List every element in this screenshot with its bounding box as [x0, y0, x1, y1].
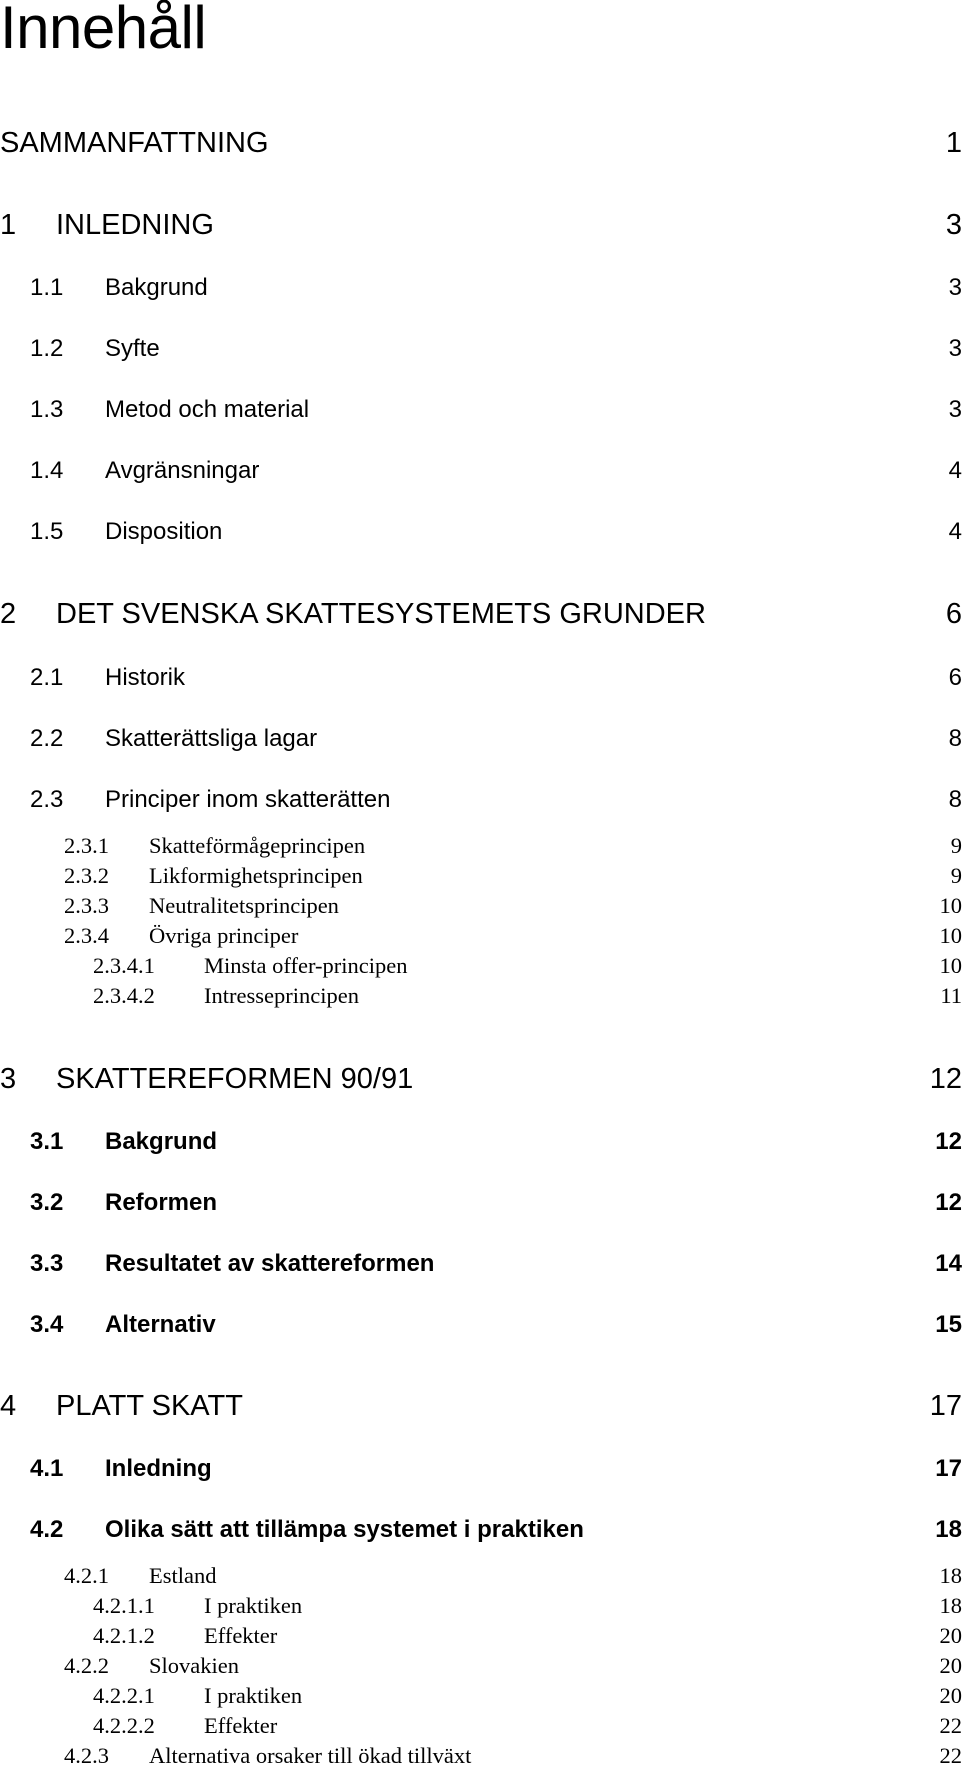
toc-entry-title: SKATTEREFORMEN 90/91 — [56, 1059, 413, 1099]
toc-entry-chapter-1[interactable] — [0, 205, 962, 245]
toc-entry-title: Alternativa orsaker till ökad tillväxt — [149, 1741, 471, 1771]
toc-entry-number: 2.3.4.1 — [93, 951, 155, 981]
toc-entry-title: I praktiken — [204, 1591, 302, 1621]
toc-entry-section-1-4[interactable] — [0, 451, 962, 491]
toc-entry-number: 1.3 — [30, 390, 63, 430]
toc-page-number: 10 — [940, 891, 962, 921]
toc-entry-section-3-3[interactable] — [0, 1244, 962, 1284]
toc-page-number: 15 — [935, 1305, 962, 1345]
toc-entry-title: Olika sätt att tillämpa systemet i praktiken — [105, 1510, 584, 1550]
toc-entry-number: 2 — [0, 594, 16, 634]
toc-entry-section-4-1[interactable] — [0, 1449, 962, 1489]
toc-entry-section-4-2[interactable] — [0, 1510, 962, 1550]
toc-page-number: 8 — [949, 780, 962, 820]
toc-page-number: 8 — [949, 719, 962, 759]
toc-entry-title: Syfte — [105, 329, 160, 369]
toc-entry-title: Principer inom skatterätten — [105, 780, 390, 820]
toc-page-number: 3 — [946, 205, 962, 245]
toc-page-number: 18 — [940, 1561, 962, 1591]
toc-entry-section-1-2[interactable] — [0, 329, 962, 369]
toc-entry-title: Disposition — [105, 512, 222, 552]
toc-entry-title: Slovakien — [149, 1651, 239, 1681]
toc-entry-number: 3.1 — [30, 1122, 63, 1162]
toc-entry-number: 2.1 — [30, 658, 63, 698]
toc-page-number: 3 — [949, 268, 962, 308]
toc-entry-section-1-1[interactable] — [0, 268, 962, 308]
toc-entry-sammanfattning[interactable] — [0, 123, 962, 163]
toc-entry-number: 3.2 — [30, 1183, 63, 1223]
toc-entry-title: Skatterättsliga lagar — [105, 719, 317, 759]
toc-page-number: 10 — [940, 921, 962, 951]
toc-entry-title: Övriga principer — [149, 921, 298, 951]
toc-entry-section-3-4[interactable] — [0, 1305, 962, 1345]
toc-entry-title: SAMMANFATTNING — [0, 123, 269, 163]
toc-entry-title: Historik — [105, 658, 185, 698]
toc-entry-subsection-4-2-3[interactable] — [0, 1741, 962, 1781]
toc-entry-number: 4.2 — [30, 1510, 63, 1550]
toc-entry-number: 1.1 — [30, 268, 63, 308]
toc-page-number: 22 — [940, 1741, 962, 1771]
toc-page-number: 9 — [951, 831, 962, 861]
toc-page-number: 3 — [949, 329, 962, 369]
toc-entry-number: 3.4 — [30, 1305, 63, 1345]
toc-entry-title: Estland — [149, 1561, 217, 1591]
toc-entry-title: Reformen — [105, 1183, 217, 1223]
toc-page-number: 9 — [951, 861, 962, 891]
toc-page-number: 17 — [935, 1449, 962, 1489]
toc-entry-title: Alternativ — [105, 1305, 216, 1345]
toc-entry-title: Bakgrund — [105, 268, 208, 308]
toc-page-number: 18 — [935, 1510, 962, 1550]
toc-page-number: 1 — [946, 123, 962, 163]
toc-entry-title: Likformighetsprincipen — [149, 861, 363, 891]
toc-entry-number: 4.2.1.1 — [93, 1591, 155, 1621]
toc-entry-number: 4.2.3 — [64, 1741, 109, 1771]
toc-entry-number: 1.5 — [30, 512, 63, 552]
toc-entry-number: 2.3.1 — [64, 831, 109, 861]
toc-page-number: 20 — [940, 1651, 962, 1681]
toc-entry-number: 4.2.1.2 — [93, 1621, 155, 1651]
toc-page-number: 12 — [935, 1183, 962, 1223]
toc-entry-number: 4.2.2 — [64, 1651, 109, 1681]
toc-entry-number: 1 — [0, 205, 16, 245]
toc-entry-title: DET SVENSKA SKATTESYSTEMETS GRUNDER — [56, 594, 706, 634]
toc-page-number: 20 — [940, 1681, 962, 1711]
toc-entry-title: INLEDNING — [56, 205, 214, 245]
toc-page-number: 4 — [949, 451, 962, 491]
toc-page-number: 14 — [935, 1244, 962, 1284]
toc-entry-section-3-2[interactable] — [0, 1183, 962, 1223]
toc-entry-number: 1.2 — [30, 329, 63, 369]
toc-page-number: 4 — [949, 512, 962, 552]
toc-entry-number: 2.3.3 — [64, 891, 109, 921]
toc-entry-title: Intresseprincipen — [204, 981, 359, 1011]
toc-entry-section-3-1[interactable] — [0, 1122, 962, 1162]
toc-entry-chapter-3[interactable] — [0, 1059, 962, 1099]
toc-entry-title: Minsta offer-principen — [204, 951, 407, 981]
toc-entry-number: 4.1 — [30, 1449, 63, 1489]
toc-entry-chapter-4[interactable] — [0, 1386, 962, 1426]
toc-entry-number: 4.2.2.2 — [93, 1711, 155, 1741]
toc-entry-title: Skatteförmågeprincipen — [149, 831, 365, 861]
toc-entry-chapter-2[interactable] — [0, 594, 962, 634]
toc-page-number: 6 — [946, 594, 962, 634]
toc-entry-number: 2.3.4 — [64, 921, 109, 951]
toc-entry-number: 2.3 — [30, 780, 63, 820]
toc-entry-title: PLATT SKATT — [56, 1386, 243, 1426]
toc-entry-title: Avgränsningar — [105, 451, 259, 491]
toc-entry-title: Inledning — [105, 1449, 212, 1489]
toc-entry-number: 2.3.4.2 — [93, 981, 155, 1011]
toc-entry-title: I praktiken — [204, 1681, 302, 1711]
toc-entry-section-2-1[interactable] — [0, 658, 962, 698]
toc-entry-subsubsection-2-3-4-2[interactable] — [0, 981, 962, 1021]
toc-entry-title: Bakgrund — [105, 1122, 217, 1162]
toc-entry-number: 2.2 — [30, 719, 63, 759]
toc-entry-number: 2.3.2 — [64, 861, 109, 891]
toc-page-number: 18 — [940, 1591, 962, 1621]
page-title: Innehåll — [0, 0, 206, 64]
toc-entry-title: Metod och material — [105, 390, 309, 430]
toc-entry-title: Resultatet av skattereformen — [105, 1244, 434, 1284]
toc-page-number: 20 — [940, 1621, 962, 1651]
toc-entry-section-1-5[interactable] — [0, 512, 962, 552]
toc-entry-number: 1.4 — [30, 451, 63, 491]
toc-page-number: 22 — [940, 1711, 962, 1741]
toc-entry-number: 4.2.1 — [64, 1561, 109, 1591]
toc-entry-section-1-3[interactable] — [0, 390, 962, 430]
toc-entry-section-2-3[interactable] — [0, 780, 962, 820]
toc-entry-number: 3.3 — [30, 1244, 63, 1284]
toc-entry-number: 4 — [0, 1386, 16, 1426]
toc-entry-title: Neutralitetsprincipen — [149, 891, 339, 921]
toc-entry-title: Effekter — [204, 1711, 277, 1741]
toc-page-number: 11 — [940, 981, 962, 1011]
toc-page-number: 3 — [949, 390, 962, 430]
toc-page-number: 12 — [935, 1122, 962, 1162]
toc-page-number: 17 — [930, 1386, 962, 1426]
toc-entry-number: 3 — [0, 1059, 16, 1099]
toc-page-number: 6 — [949, 658, 962, 698]
toc-entry-number: 4.2.2.1 — [93, 1681, 155, 1711]
toc-page-number: 12 — [930, 1059, 962, 1099]
toc-entry-title: Effekter — [204, 1621, 277, 1651]
toc-page-number: 10 — [940, 951, 962, 981]
toc-entry-section-2-2[interactable] — [0, 719, 962, 759]
